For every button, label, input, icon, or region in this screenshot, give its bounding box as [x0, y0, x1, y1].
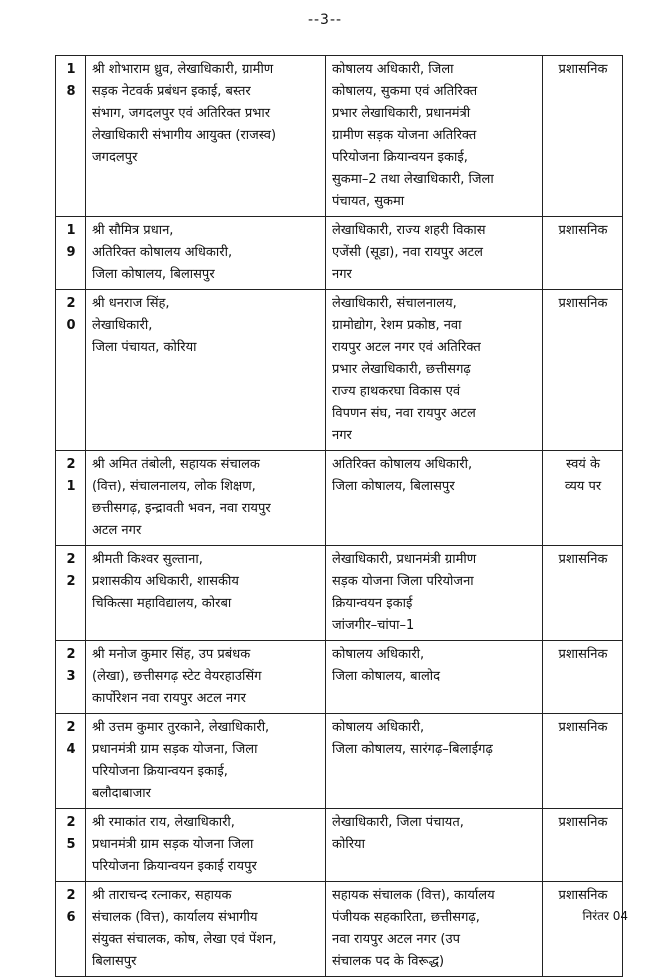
new-posting-line: लेखाधिकारी, जिला पंचायत, — [332, 815, 464, 830]
new-posting-line: रायपुर अटल नगर एवं अतिरिक्त — [332, 340, 481, 355]
transfer-reason-line: व्यय पर — [564, 479, 602, 494]
new-posting-line: लेखाधिकारी, संचालनालय, — [332, 296, 457, 311]
transfer-reason-cell — [543, 882, 623, 977]
new-posting-line: कोषालय अधिकारी, — [332, 647, 425, 662]
officer-name-cell — [86, 546, 326, 641]
new-posting-line: कोरिया — [332, 837, 365, 852]
officer-name-line: लेखाधिकारी संभागीय आयुक्त (राजस्व) — [92, 128, 277, 143]
transfer-reason-cell — [543, 714, 623, 809]
officer-name-cell — [86, 217, 326, 290]
officer-name-line: जिला कोषालय, बिलासपुर — [92, 267, 215, 282]
new-posting-cell — [326, 714, 543, 809]
officer-name-line: श्री शोभाराम ध्रुव, लेखाधिकारी, ग्रामीण — [92, 62, 274, 77]
transfer-reason-cell — [543, 56, 623, 217]
new-posting-line: कोषालय अधिकारी, जिला — [332, 62, 454, 77]
officer-name-line: परियोजना क्रियान्वयन इकाई रायपुर — [92, 859, 257, 874]
officer-name-line: लेखाधिकारी, — [92, 318, 153, 333]
table-body — [56, 56, 623, 977]
officer-name-line: (वित्त), संचालनालय, लोक शिक्षण, — [92, 479, 256, 494]
officer-name-cell — [86, 809, 326, 882]
serial-number-cell: 24 — [56, 714, 86, 809]
new-posting-cell — [326, 56, 543, 217]
new-posting-cell — [326, 290, 543, 451]
serial-number-cell: 21 — [56, 451, 86, 546]
officer-name-line: श्री अमित तंबोली, सहायक संचालक — [92, 457, 260, 472]
officer-name-line: श्रीमती किश्वर सुल्ताना, — [92, 552, 203, 567]
officer-name-line: श्री सौमित्र प्रधान, — [92, 223, 174, 238]
transfer-reason-line: प्रशासनिक — [558, 888, 608, 903]
officer-name-cell — [86, 641, 326, 714]
officer-name-line: संभाग, जगदलपुर एवं अतिरिक्त प्रभार — [92, 106, 271, 121]
new-posting-line: जांजगीर–चांपा–1 — [332, 618, 415, 633]
table-row — [56, 217, 623, 290]
new-posting-cell — [326, 641, 543, 714]
new-posting-line: सुकमा–2 तथा लेखाधिकारी, जिला — [332, 172, 494, 187]
officer-name-line: अतिरिक्त कोषालय अधिकारी, — [92, 245, 233, 260]
transfer-reason-line: प्रशासनिक — [558, 223, 608, 238]
transfer-reason-line: प्रशासनिक — [558, 647, 608, 662]
transfer-reason-cell — [543, 451, 623, 546]
officer-name-line: श्री मनोज कुमार सिंह, उप प्रबंधक — [92, 647, 251, 662]
new-posting-line: पंचायत, सुकमा — [332, 194, 405, 209]
serial-number-cell: 23 — [56, 641, 86, 714]
officer-name-line: परियोजना क्रियान्वयन इकाई, — [92, 764, 228, 779]
new-posting-line: संचालक पद के विरूद्ध) — [332, 954, 445, 969]
table-row — [56, 546, 623, 641]
officer-name-line: जगदलपुर — [92, 150, 138, 165]
transfer-reason-cell — [543, 641, 623, 714]
serial-number-cell: 22 — [56, 546, 86, 641]
transfer-reason-cell — [543, 546, 623, 641]
new-posting-line: नगर — [332, 267, 352, 282]
new-posting-line: जिला कोषालय, सारंगढ़–बिलाईगढ़ — [332, 742, 493, 757]
new-posting-line: कोषालय, सुकमा एवं अतिरिक्त — [332, 84, 478, 99]
officer-name-line: अटल नगर — [92, 523, 142, 538]
new-posting-line: परियोजना क्रियान्वयन इकाई, — [332, 150, 468, 165]
officer-name-cell — [86, 714, 326, 809]
new-posting-cell — [326, 882, 543, 977]
serial-number-cell: 26 — [56, 882, 86, 977]
new-posting-cell — [326, 451, 543, 546]
transfer-reason-line: प्रशासनिक — [558, 815, 608, 830]
new-posting-line: सड़क योजना जिला परियोजना — [332, 574, 474, 589]
officer-name-line: प्रधानमंत्री ग्राम सड़क योजना, जिला — [92, 742, 258, 757]
officer-name-cell — [86, 290, 326, 451]
transfer-reason-cell — [543, 290, 623, 451]
new-posting-cell — [326, 217, 543, 290]
transfer-reason-cell — [543, 809, 623, 882]
officer-name-line: श्री उत्तम कुमार तुरकाने, लेखाधिकारी, — [92, 720, 270, 735]
officer-name-line: (लेखा), छत्तीसगढ़ स्टेट वेयरहाउसिंग — [92, 669, 262, 684]
new-posting-line: लेखाधिकारी, राज्य शहरी विकास — [332, 223, 486, 238]
footer-continuation-note: निरंतर 04 — [582, 909, 628, 923]
serial-number-cell: 19 — [56, 217, 86, 290]
transfer-table — [55, 55, 623, 977]
new-posting-line: अतिरिक्त कोषालय अधिकारी, — [332, 457, 473, 472]
new-posting-line: लेखाधिकारी, प्रधानमंत्री ग्रामीण — [332, 552, 477, 567]
table-row — [56, 809, 623, 882]
officer-name-line: संयुक्त संचालक, कोष, लेखा एवं पेंशन, — [92, 932, 277, 947]
new-posting-line: जिला कोषालय, बिलासपुर — [332, 479, 455, 494]
new-posting-line: एजेंसी (सूडा), नवा रायपुर अटल — [332, 245, 483, 260]
new-posting-line: प्रभार लेखाधिकारी, प्रधानमंत्री — [332, 106, 471, 121]
officer-name-line: श्री धनराज सिंह, — [92, 296, 170, 311]
new-posting-line: ग्रामीण सड़क योजना अतिरिक्त — [332, 128, 477, 143]
officer-name-cell — [86, 451, 326, 546]
new-posting-line: पंजीयक सहकारिता, छत्तीसगढ़, — [332, 910, 480, 925]
serial-number-cell: 18 — [56, 56, 86, 217]
new-posting-line: कोषालय अधिकारी, — [332, 720, 425, 735]
new-posting-line: ग्रामोद्योग, रेशम प्रकोष्ठ, नवा — [332, 318, 462, 333]
transfer-reason-cell — [543, 217, 623, 290]
new-posting-line: जिला कोषालय, बालोद — [332, 669, 441, 684]
officer-name-line: कार्पोरेशन नवा रायपुर अटल नगर — [92, 691, 246, 706]
serial-number-cell: 20 — [56, 290, 86, 451]
new-posting-line: विपणन संघ, नवा रायपुर अटल — [332, 406, 476, 421]
officer-name-line: बिलासपुर — [92, 954, 137, 969]
serial-number-cell: 25 — [56, 809, 86, 882]
officer-name-line: सड़क नेटवर्क प्रबंधन इकाई, बस्तर — [92, 84, 251, 99]
table-row — [56, 451, 623, 546]
new-posting-line: प्रभार लेखाधिकारी, छत्तीसगढ़ — [332, 362, 471, 377]
officer-name-cell — [86, 882, 326, 977]
table-row — [56, 641, 623, 714]
officer-name-line: छत्तीसगढ़, इन्द्रावती भवन, नवा रायपुर — [92, 501, 271, 516]
officer-name-line: श्री ताराचन्द रत्नाकर, सहायक — [92, 888, 232, 903]
new-posting-line: नगर — [332, 428, 352, 443]
officer-name-line: जिला पंचायत, कोरिया — [92, 340, 197, 355]
new-posting-cell — [326, 809, 543, 882]
transfer-reason-line: प्रशासनिक — [558, 62, 608, 77]
officer-name-line: प्रशासकीय अधिकारी, शासकीय — [92, 574, 239, 589]
table-row — [56, 290, 623, 451]
new-posting-line: क्रियान्वयन इकाई — [332, 596, 413, 611]
officer-name-cell — [86, 56, 326, 217]
table-row — [56, 882, 623, 977]
officer-name-line: चिकित्सा महाविद्यालय, कोरबा — [92, 596, 232, 611]
transfer-reason-line: प्रशासनिक — [558, 552, 608, 567]
officer-name-line: श्री रमाकांत राय, लेखाधिकारी, — [92, 815, 235, 830]
new-posting-line: राज्य हाथकरघा विकास एवं — [332, 384, 461, 399]
officer-name-line: प्रधानमंत्री ग्राम सड़क योजना जिला — [92, 837, 254, 852]
new-posting-cell — [326, 546, 543, 641]
officer-name-line: संचालक (वित्त), कार्यालय संभागीय — [92, 910, 258, 925]
transfer-reason-line: स्वयं के — [566, 457, 600, 472]
table-row — [56, 56, 623, 217]
table-row — [56, 714, 623, 809]
transfer-reason-line: प्रशासनिक — [558, 296, 608, 311]
officer-name-line: बलौदाबाजार — [92, 786, 151, 801]
new-posting-line: नवा रायपुर अटल नगर (उप — [332, 932, 460, 947]
page-number: --3-- — [307, 12, 343, 28]
transfer-reason-line: प्रशासनिक — [558, 720, 608, 735]
new-posting-line: सहायक संचालक (वित्त), कार्यालय — [332, 888, 495, 903]
